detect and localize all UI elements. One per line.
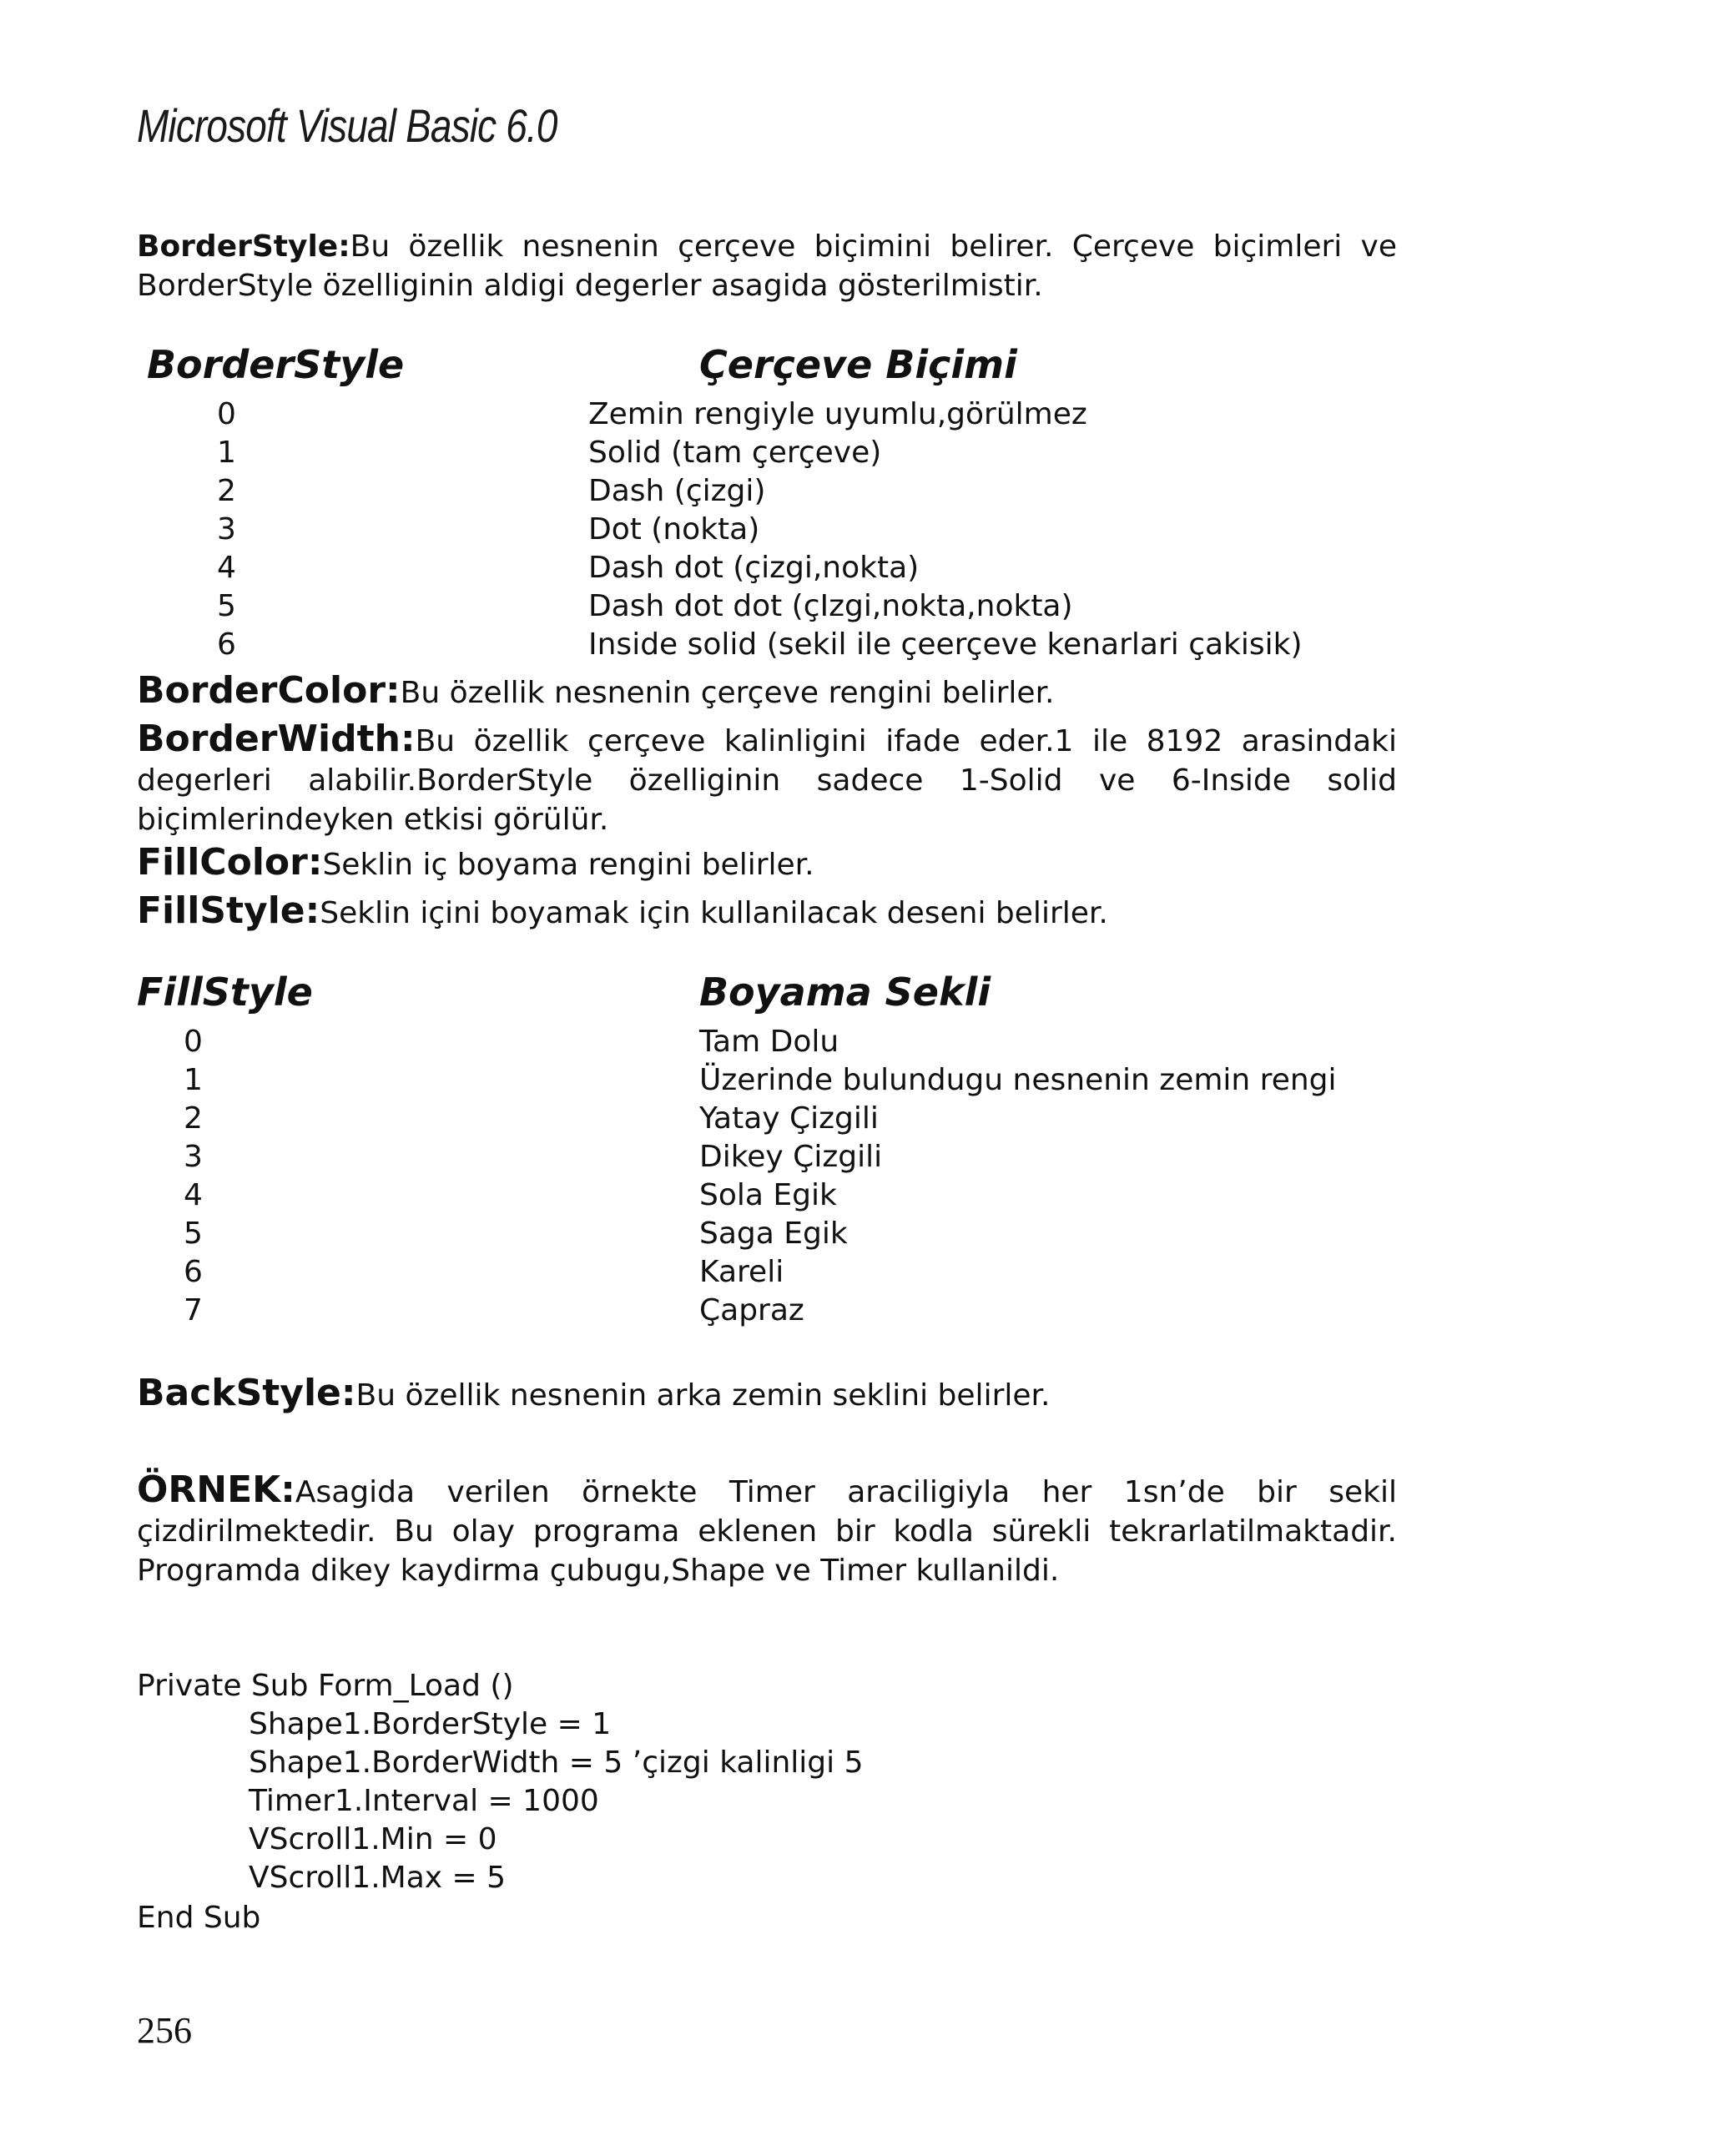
backstyle-text: Bu özellik nesnenin arka zemin seklini belirler.: [355, 1378, 1051, 1413]
table-row-description: Saga Egik: [699, 1217, 848, 1251]
table-row-description: Solid (tam çerçeve): [588, 436, 882, 470]
code-line: VScroll1.Max = 5: [249, 1861, 507, 1895]
page-number: 256: [137, 2010, 192, 2051]
fill-pattern-col-header: Boyama Sekli: [699, 970, 991, 1015]
fillstyle-col-header: FillStyle: [137, 970, 313, 1015]
table-row-value: 5: [184, 1217, 203, 1251]
bordercolor-term: BorderColor:: [137, 669, 401, 712]
fillcolor-text: Seklin iç boyama rengini belirler.: [322, 848, 814, 882]
table-row-description: Üzerinde bulundugu nesnenin zemin rengi: [699, 1063, 1337, 1097]
code-line: VScroll1.Min = 0: [249, 1822, 497, 1856]
table-row-value: 0: [217, 397, 236, 431]
table-row-value: 3: [217, 512, 236, 547]
table-row-value: 6: [184, 1255, 203, 1289]
fillstyle-term: FillStyle:: [137, 889, 320, 932]
table-row-value: 1: [217, 436, 236, 470]
code-line: Private Sub Form_Load (): [137, 1669, 514, 1703]
example-text: Asagida verilen örnekte Timer araciligiyla her 1sn’de bir sekil çizdirilmektedir. Bu olay programa eklenen bir kodla sürekli tekrarlatilmaktadir. Programda dikey kaydirma çubugu,Shape ve Timer kullanildi.: [137, 1475, 1397, 1588]
backstyle-paragraph: [137, 1373, 1397, 1415]
frame-style-col-header: Çerçeve Biçimi: [699, 342, 1017, 387]
table-row-value: 0: [184, 1025, 203, 1059]
backstyle-term: BackStyle:: [137, 1372, 356, 1414]
running-header: Microsoft Visual Basic 6.0: [137, 99, 557, 152]
intro-paragraph: [137, 227, 1397, 305]
example-term: ÖRNEK:: [137, 1468, 295, 1511]
table-row-description: Dikey Çizgili: [699, 1140, 883, 1174]
borderwidth-term: BorderWidth:: [137, 718, 416, 760]
table-row-description: Kareli: [699, 1255, 784, 1289]
table-row-description: Dash (çizgi): [588, 474, 766, 508]
code-line: End Sub: [137, 1901, 261, 1935]
table-row-description: Yatay Çizgili: [699, 1101, 879, 1136]
code-line: Timer1.Interval = 1000: [249, 1784, 599, 1818]
table-row-value: 7: [184, 1293, 203, 1327]
table-row-description: Sola Egik: [699, 1178, 837, 1212]
example-paragraph: [137, 1470, 1397, 1590]
table-row-value: 2: [184, 1101, 203, 1136]
table-row-description: Tam Dolu: [699, 1025, 839, 1059]
borderwidth-paragraph: [137, 719, 1397, 839]
table-row-value: 3: [184, 1140, 203, 1174]
code-line: Shape1.BorderWidth = 5 ’çizgi kalinligi 5: [249, 1745, 864, 1780]
fillcolor-paragraph: [137, 843, 1397, 884]
fillstyle-text: Seklin içini boyamak için kullanilacak deseni belirler.: [320, 896, 1108, 930]
table-row-description: Zemin rengiyle uyumlu,görülmez: [588, 397, 1087, 431]
table-row-value: 4: [217, 551, 236, 585]
intro-text: Bu özellik nesnenin çerçeve biçimini belirer. Çerçeve biçimleri ve BorderStyle özelliginin aldigi degerler asagida gösterilmistir.: [137, 229, 1397, 303]
table-row-value: 6: [217, 627, 236, 662]
table-row-description: Dash dot (çizgi,nokta): [588, 551, 920, 585]
intro-term: BorderStyle:: [137, 229, 350, 264]
table-row-description: Inside solid (sekil ile çeerçeve kenarlari çakisik): [588, 627, 1303, 662]
table-row-description: Dot (nokta): [588, 512, 760, 547]
table-row-value: 2: [217, 474, 236, 508]
table-row-value: 1: [184, 1063, 203, 1097]
bordercolor-paragraph: [137, 671, 1397, 713]
fillcolor-term: FillColor:: [137, 841, 323, 884]
table-row-value: 5: [217, 589, 236, 623]
fillstyle-paragraph: [137, 891, 1397, 933]
table-row-value: 4: [184, 1178, 203, 1212]
bordercolor-text: Bu özellik nesnenin çerçeve rengini belirler.: [400, 676, 1055, 710]
code-line: Shape1.BorderStyle = 1: [249, 1707, 612, 1741]
borderstyle-col-header: BorderStyle: [147, 342, 405, 387]
borderwidth-text: Bu özellik çerçeve kalinligini ifade eder.1 ile 8192 arasindaki degerleri alabilir.BorderStyle özelliginin sadece 1-Solid ve 6-Inside solid biçimlerindeyken etkisi görülür.: [137, 724, 1397, 837]
table-row-description: Dash dot dot (çIzgi,nokta,nokta): [588, 589, 1073, 623]
table-row-description: Çapraz: [699, 1293, 804, 1327]
